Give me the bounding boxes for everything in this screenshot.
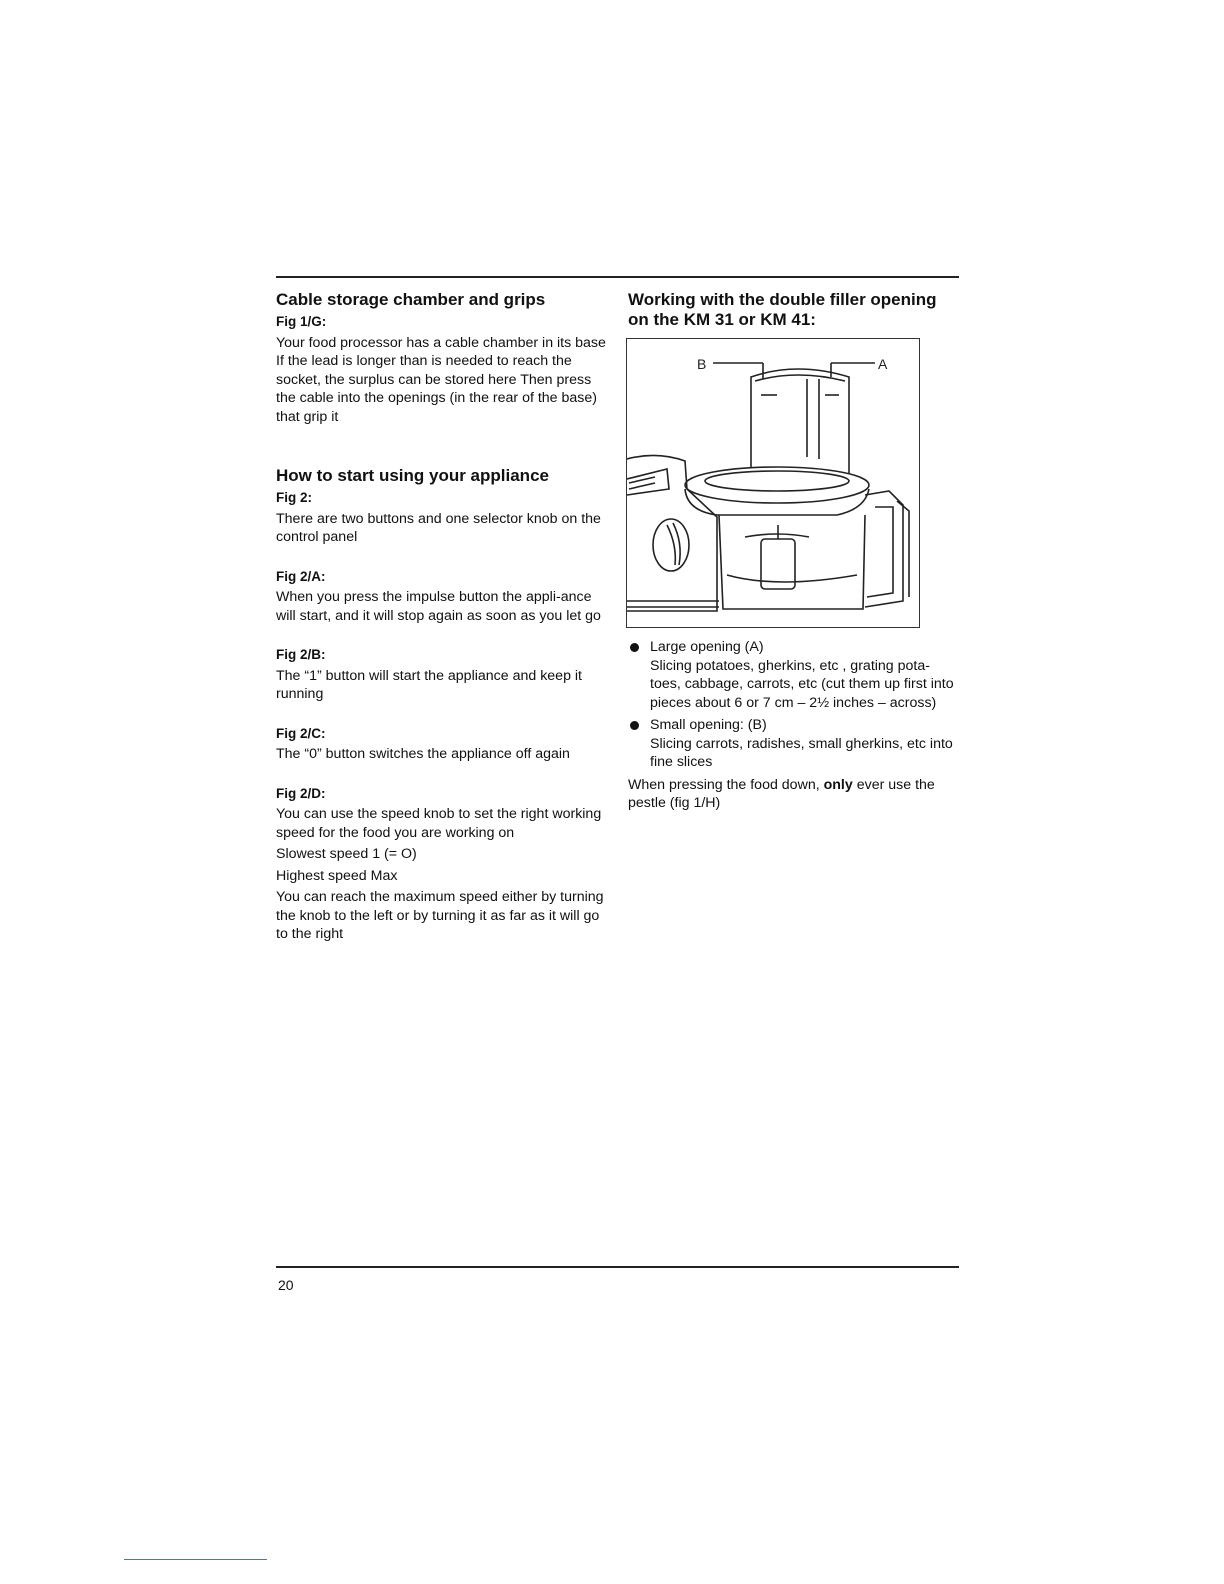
right-column-body (628, 632, 958, 813)
fig-label-2c: Fig 2/C: (276, 725, 326, 741)
slowest-speed-line: Slowest speed 1 (= O) (276, 846, 417, 862)
figure-label-b: B (697, 356, 707, 372)
section-heading-double-filler: Working with the double filler opening on the KM 31 or KM 41: (628, 290, 937, 329)
pestle-note-end: ever use the pestle (fig 1/H) (628, 776, 935, 811)
fig-label-2a: Fig 2/A: (276, 568, 326, 584)
pestle-note (628, 776, 958, 813)
pestle-note-start: When pressing the food down, (628, 776, 824, 793)
list-item-large-opening (628, 638, 958, 712)
pestle-note-emphasis: only (823, 776, 853, 793)
paragraph-fig-2c: The “0” button switches the appliance off again (276, 746, 570, 762)
section-heading-cable-storage: Cable storage chamber and grips (276, 290, 546, 309)
fig-label-2d: Fig 2/D: (276, 785, 326, 801)
opening-list (628, 638, 958, 772)
section-heading-how-to-start: How to start using your appliance (276, 466, 549, 485)
top-rule (276, 276, 959, 278)
max-speed-note: You can reach the maximum speed either by turning the knob to the left or by turning it as far as it will go to the right (276, 889, 604, 942)
figure-label-a: A (878, 356, 888, 372)
fig-label-2b: Fig 2/B: (276, 647, 326, 662)
page-number: 20 (278, 1277, 294, 1293)
food-processor-figure (626, 338, 920, 628)
paragraph-fig-2a: When you press the impulse button the appli-ance will start, and it will stop again as soon as you let go (276, 589, 601, 624)
list-item-small-opening (628, 716, 958, 772)
paragraph-cable-storage: Your food processor has a cable chamber in its base If the lead is longer than is needed to reach the socket, the surplus can be stored here Then press the cable into the openings (in the rear of the base) that grip it (276, 334, 606, 425)
food-processor-illustration (627, 339, 919, 627)
paragraph-how-to-start: There are two buttons and one selector knob on the control panel (276, 510, 601, 545)
small-opening-title: Small opening: (B) (650, 717, 767, 733)
fig-label-2: Fig 2: (276, 490, 312, 505)
paragraph-fig-2b: The “1” button will start the appliance and keep it running (276, 667, 582, 702)
bottom-rule (276, 1266, 959, 1268)
highest-speed-line: Highest speed Max (276, 867, 398, 884)
paragraph-fig-2d: You can use the speed knob to set the right working speed for the food you are working on (276, 806, 602, 841)
footer-link-underline (124, 1559, 267, 1560)
fig-label-1g: Fig 1/G: (276, 314, 327, 329)
large-opening-title: Large opening (A) (650, 639, 764, 655)
bullet-icon (630, 643, 639, 652)
small-opening-text: Slicing carrots, radishes, small gherkins, etc into fine slices (650, 735, 953, 770)
right-column (628, 290, 958, 330)
left-column (276, 290, 611, 944)
large-opening-text: Slicing potatoes, gherkins, etc , grating pota-toes, cabbage, carrots, etc (cut them up first into pieces about 6 or 7 cm – 2½ inches – across) (650, 657, 954, 711)
bullet-icon (630, 721, 639, 730)
